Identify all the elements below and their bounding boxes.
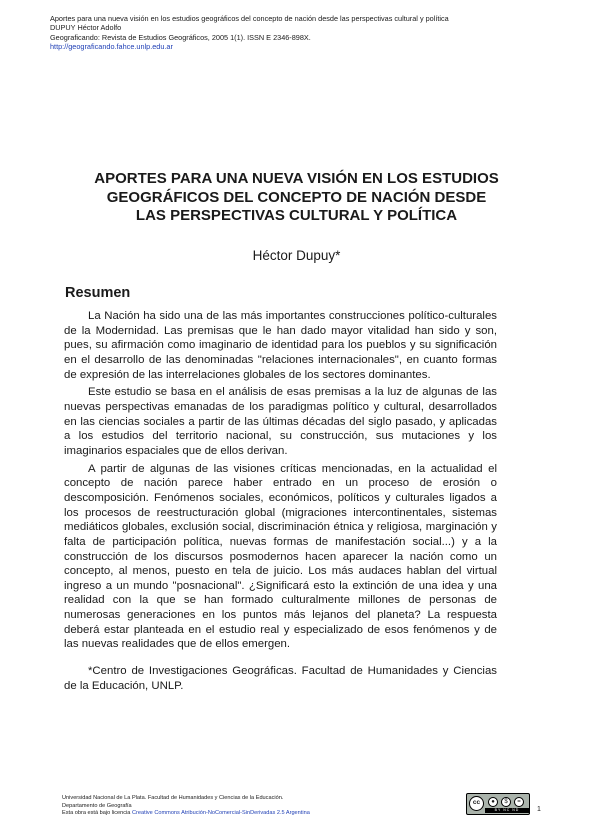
footer-department: Departamento de Geografía [62, 802, 132, 809]
attribution-icon: ● [488, 797, 498, 807]
header-author: DUPUY Héctor Adolfo [50, 23, 122, 33]
article-title [60, 170, 533, 226]
page-footer [62, 795, 482, 818]
creative-commons-badge[interactable] [466, 793, 530, 815]
header-article-title: Aportes para una nueva visión en los estudios geográficos del concepto de nación desde las perspectivas cultural y política [50, 14, 449, 23]
footer-license-text: Esta obra está bajo licencia [62, 810, 132, 817]
license-strip: BY NC ND [485, 808, 529, 813]
noncommercial-icon: $ [501, 797, 511, 807]
title-line-1: APORTES PARA UNA NUEVA VISIÓN EN LOS ESTUDIOS [94, 170, 499, 187]
abstract-paragraph: La Nación ha sido una de las más importantes construcciones político-culturales de la Modernidad. Las premisas que le han dado mayor vitalidad han sido y son, pues, su afirmación como imaginario de identidad para los pueblos y su significación en el desarrollo de las denominadas "relaciones internacionales", en cuanto formas de expresión de las interrelaciones globales de los sectores dominantes. [64, 310, 497, 381]
license-link[interactable]: Creative Commons Atribución-NoComercial-SinDerivadas 2.5 Argentina [131, 810, 310, 817]
journal-url-link[interactable]: http://geograficando.fahce.unlp.edu.ar [50, 42, 173, 52]
page-number: 1 [537, 806, 541, 813]
section-heading: Resumen [65, 285, 131, 301]
abstract-paragraph: Este estudio se basa en el análisis de esas premisas a la luz de algunas de las nuevas perspectivas emanadas de los paradigmas político y cultural, desarrollados en las ciencias sociales a partir de las últimas décadas del siglo pasado, y aplicadas a los estudios del territorio nacional, su construcción, sus mutaciones y los imaginarios espaciales que de ellos derivan. [64, 386, 497, 457]
noderivatives-icon: = [514, 797, 524, 807]
cc-icon: cc [469, 796, 484, 811]
author-name: Héctor Dupuy* [252, 248, 341, 263]
abstract-paragraph: A partir de algunas de las visiones críticas mencionadas, en la actualidad el concepto de nación parece haber entrado en un proceso de erosión o descomposición. Fenómenos sociales, económicos, políticos y culturales ligados a los procesos de reestructuración global (migraciones intercontinentales, sistemas mediáticos globales, exclusión social, discriminación étnica y religiosa, marginación y falta de participación política, nuevas formas de manifestación social...) y a la construcción de los discursos posmodernos hacen aparecer la nación como un concepto, al menos, puesto en tela de juicio. Los más audaces hablan del virtual ingreso a un mundo "posnacional". ¿Significará esto la extinción de una idea y una realidad con la que se han formado culturalmente millones de personas de numerosas generaciones en los puntos más lejanos del planeta? La respuesta deberá estar planteada en el estudio real y especializado de esos fenómenos y de las nuevas realidades que de ellos emergen. [64, 462, 497, 651]
title-line-3: LAS PERSPECTIVAS CULTURAL Y POLÍTICA [135, 207, 458, 225]
title-line-2: GEOGRÁFICOS DEL CONCEPTO DE NACIÓN DESDE [106, 188, 487, 206]
abstract-body [64, 309, 497, 696]
footer-university: Universidad Nacional de La Plata. Facultad de Humanidades y Ciencias de la Educación. [62, 795, 284, 801]
footnote: *Centro de Investigaciones Geográficas. Facultad de Humanidades y Ciencias de la Educación, UNLP. [64, 665, 497, 692]
header-journal: Geograficando: Revista de Estudios Geográficos, 2005 1(1). ISSN E 2346-898X. [50, 32, 311, 42]
running-header [50, 14, 550, 52]
